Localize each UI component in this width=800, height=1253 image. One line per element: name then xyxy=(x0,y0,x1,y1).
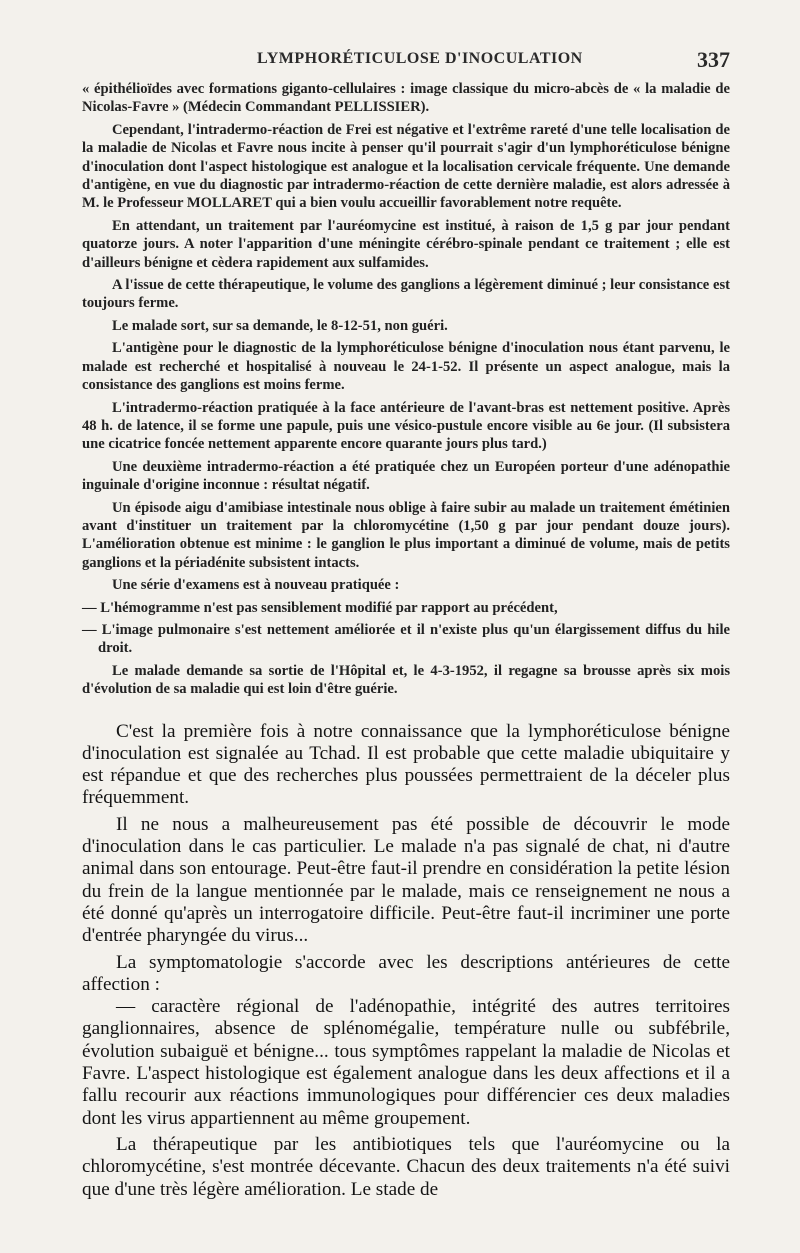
paragraph: La thérapeutique par les antibiotiques tels que l'auréomycine ou la chloromycétine, s'est montrée décevante. Chacun des deux traitements n'a été suivi que d'une très légère amélioration. Le stade de xyxy=(82,1133,730,1200)
paragraph: Un épisode aigu d'amibiase intestinale nous oblige à faire subir au malade un traitement émétinien avant d'instituer un traitement par la chloromycétine (1,50 g par jour pendant douze jours). L'amélioration obtenue est minime : le ganglion le plus important a diminué de volume, mais de petits ganglions et la périadénite subsistent intacts. xyxy=(82,499,730,571)
running-title: LYMPHORÉTICULOSE D'INOCULATION xyxy=(257,50,583,67)
paragraph: L'intradermo-réaction pratiquée à la face antérieure de l'avant-bras est nettement positive. Après 48 h. de latence, il se forme une papule, puis une vésico-pustule encore visible au 6e jour. (Il subsistera une cicatrice foncée nettement apparente encore quarante jours plus tard.) xyxy=(82,399,730,453)
page-number: 337 xyxy=(697,47,730,72)
paragraph: Une série d'examens est à nouveau pratiquée : xyxy=(112,577,400,594)
paragraph: Une deuxième intradermo-réaction a été pratiquée chez un Européen porteur d'une adénopathie inguinale d'origine inconnue : résultat négatif. xyxy=(82,458,730,494)
case-report-section xyxy=(82,80,730,699)
paragraph: La symptomatologie s'accorde avec les descriptions antérieures de cette affection : xyxy=(82,951,730,995)
paragraph: Le malade demande sa sortie de l'Hôpital et, le 4-3-1952, il regagne sa brousse après six mois d'évolution de sa maladie qui est loin d'être guérie. xyxy=(82,662,730,698)
list-item: — L'hémogramme n'est pas sensiblement modifié par rapport au précédent, xyxy=(82,599,558,616)
paragraph: En attendant, un traitement par l'auréomycine est institué, à raison de 1,5 g par jour pendant quatorze jours. A noter l'apparition d'une méningite cérébro-spinale pendant ce traitement ; elle est d'ailleurs bénigne et cèdera rapidement aux sulfamides. xyxy=(82,217,730,271)
list-item: — L'image pulmonaire s'est nettement améliorée et il n'existe plus qu'un élargissement diffus du hile droit. xyxy=(82,621,730,657)
discussion-section xyxy=(82,721,730,1201)
paragraph: C'est la première fois à notre connaissance que la lymphoréticulose bénigne d'inoculation est signalée au Tchad. Il est probable que cette maladie ubiquitaire y est répandue et que des recherches plus poussées permettraient de la déceler plus fréquemment. xyxy=(82,720,730,809)
page-header xyxy=(82,40,730,80)
paragraph: — caractère régional de l'adénopathie, intégrité des autres territoires ganglionnaires, absence de splénomégalie, température nulle ou subfébrile, évolution subaiguë et bénigne... tous symptômes rappelant la maladie de Nicolas et Favre. L'aspect histologique est également analogue dans les deux affections et il a fallu recourir aux réactions immunologiques pour différencier ces deux maladies dont les virus appartiennent au même groupement. xyxy=(82,996,730,1129)
paragraph: L'antigène pour le diagnostic de la lymphoréticulose bénigne d'inoculation nous étant parvenu, le malade est recherché et hospitalisé à nouveau le 24-1-52. Il présente un aspect analogue, mais la consistance des ganglions est moins ferme. xyxy=(82,340,730,394)
paragraph: A l'issue de cette thérapeutique, le volume des ganglions a légèrement diminué ; leur consistance est toujours ferme. xyxy=(82,277,730,312)
paragraph: Le malade sort, sur sa demande, le 8-12-51, non guéri. xyxy=(112,317,448,334)
paragraph: Il ne nous a malheureusement pas été possible de découvrir le mode d'inoculation dans le cas particulier. Le malade n'a pas signalé de chat, ni d'autre animal dans son entourage. Peut-être faut-il prendre en considération la petite lésion du frein de la langue mentionnée par le malade, mais ce renseignement ne nous a été donné qu'après un interrogatoire difficile. Peut-être faut-il incriminer une porte d'entrée pharyngée du virus... xyxy=(82,813,730,947)
paragraph: « épithélioïdes avec formations giganto-cellulaires : image classique du micro-abcès de « la maladie de Nicolas-Favre » (Médecin Commandant PELLISSIER). xyxy=(82,81,730,116)
paragraph: Cependant, l'intradermo-réaction de Frei est négative et l'extrême rareté d'une telle localisation de la maladie de Nicolas et Favre nous incite à penser qu'il pourrait s'agir d'un lymphoréticulose bénigne d'inoculation dont l'aspect histologique est analogue et la localisation cervicale fréquente. Une demande d'antigène, en vue du diagnostic par intradermo-réaction de cette dernière maladie, est alors adressée à M. le Professeur MOLLARET qui a bien voulu accueillir favorablement notre requête. xyxy=(82,121,730,212)
